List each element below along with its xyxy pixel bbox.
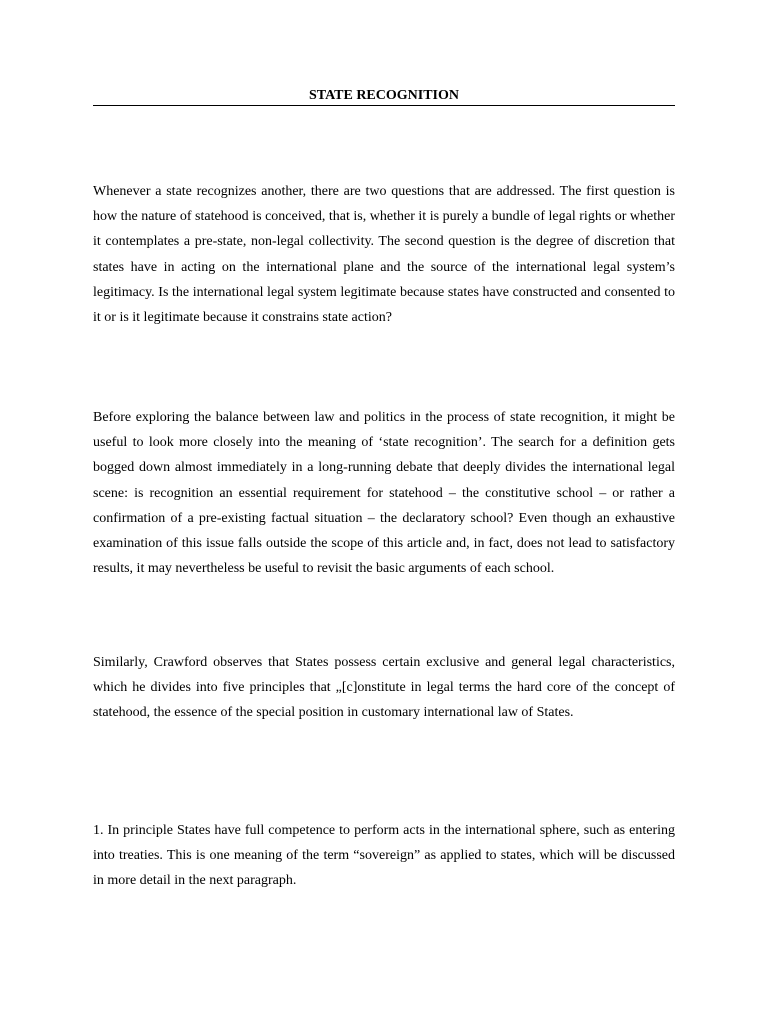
paragraph-recognition-debate: Before exploring the balance between law and politics in the process of state recognition, it might be useful to look more closely into the meaning of ‘state recognition’. The search for a definition gets bogged down almost immediately in a long-running debate that deeply divides the international legal scene: is recognition an essential requirement for statehood – the constitutive school – or rather a confirmation of a pre-existing factual situation – the declaratory school? Even though an exhaustive examination of this issue falls outside the scope of this article and, in fact, does not lead to satisfactory results, it may nevertheless be useful to revisit the basic arguments of each school.	[93, 410, 675, 577]
paragraph-principle-one: 1. In principle States have full competence to perform acts in the international sphere, such as entering into treaties. This is one meaning of the term “sovereign” as applied to states, which will be discussed in more detail in the next paragraph.	[93, 823, 675, 889]
paragraph-statehood-questions: Whenever a state recognizes another, there are two questions that are addressed. The first question is how the nature of statehood is conceived, that is, whether it is purely a bundle of legal rights or whether it contemplates a pre-state, non-legal collectivity. The second question is the degree of discretion that states have in acting on the international plane and the source of the international legal system’s legitimacy. Is the international legal system legitimate because states have constructed and consented to it or is it legitimate because it constrains state action?	[93, 184, 675, 326]
paragraph-crawford-principles: Similarly, Crawford observes that States possess certain exclusive and general legal characteristics, which he divides into five principles that „[c]onstitute in legal terms the hard core of the concept of statehood, the essence of the special position in customary international law of States.	[93, 655, 675, 721]
document-title: STATE RECOGNITION	[308, 88, 459, 103]
title-underline	[93, 105, 675, 106]
